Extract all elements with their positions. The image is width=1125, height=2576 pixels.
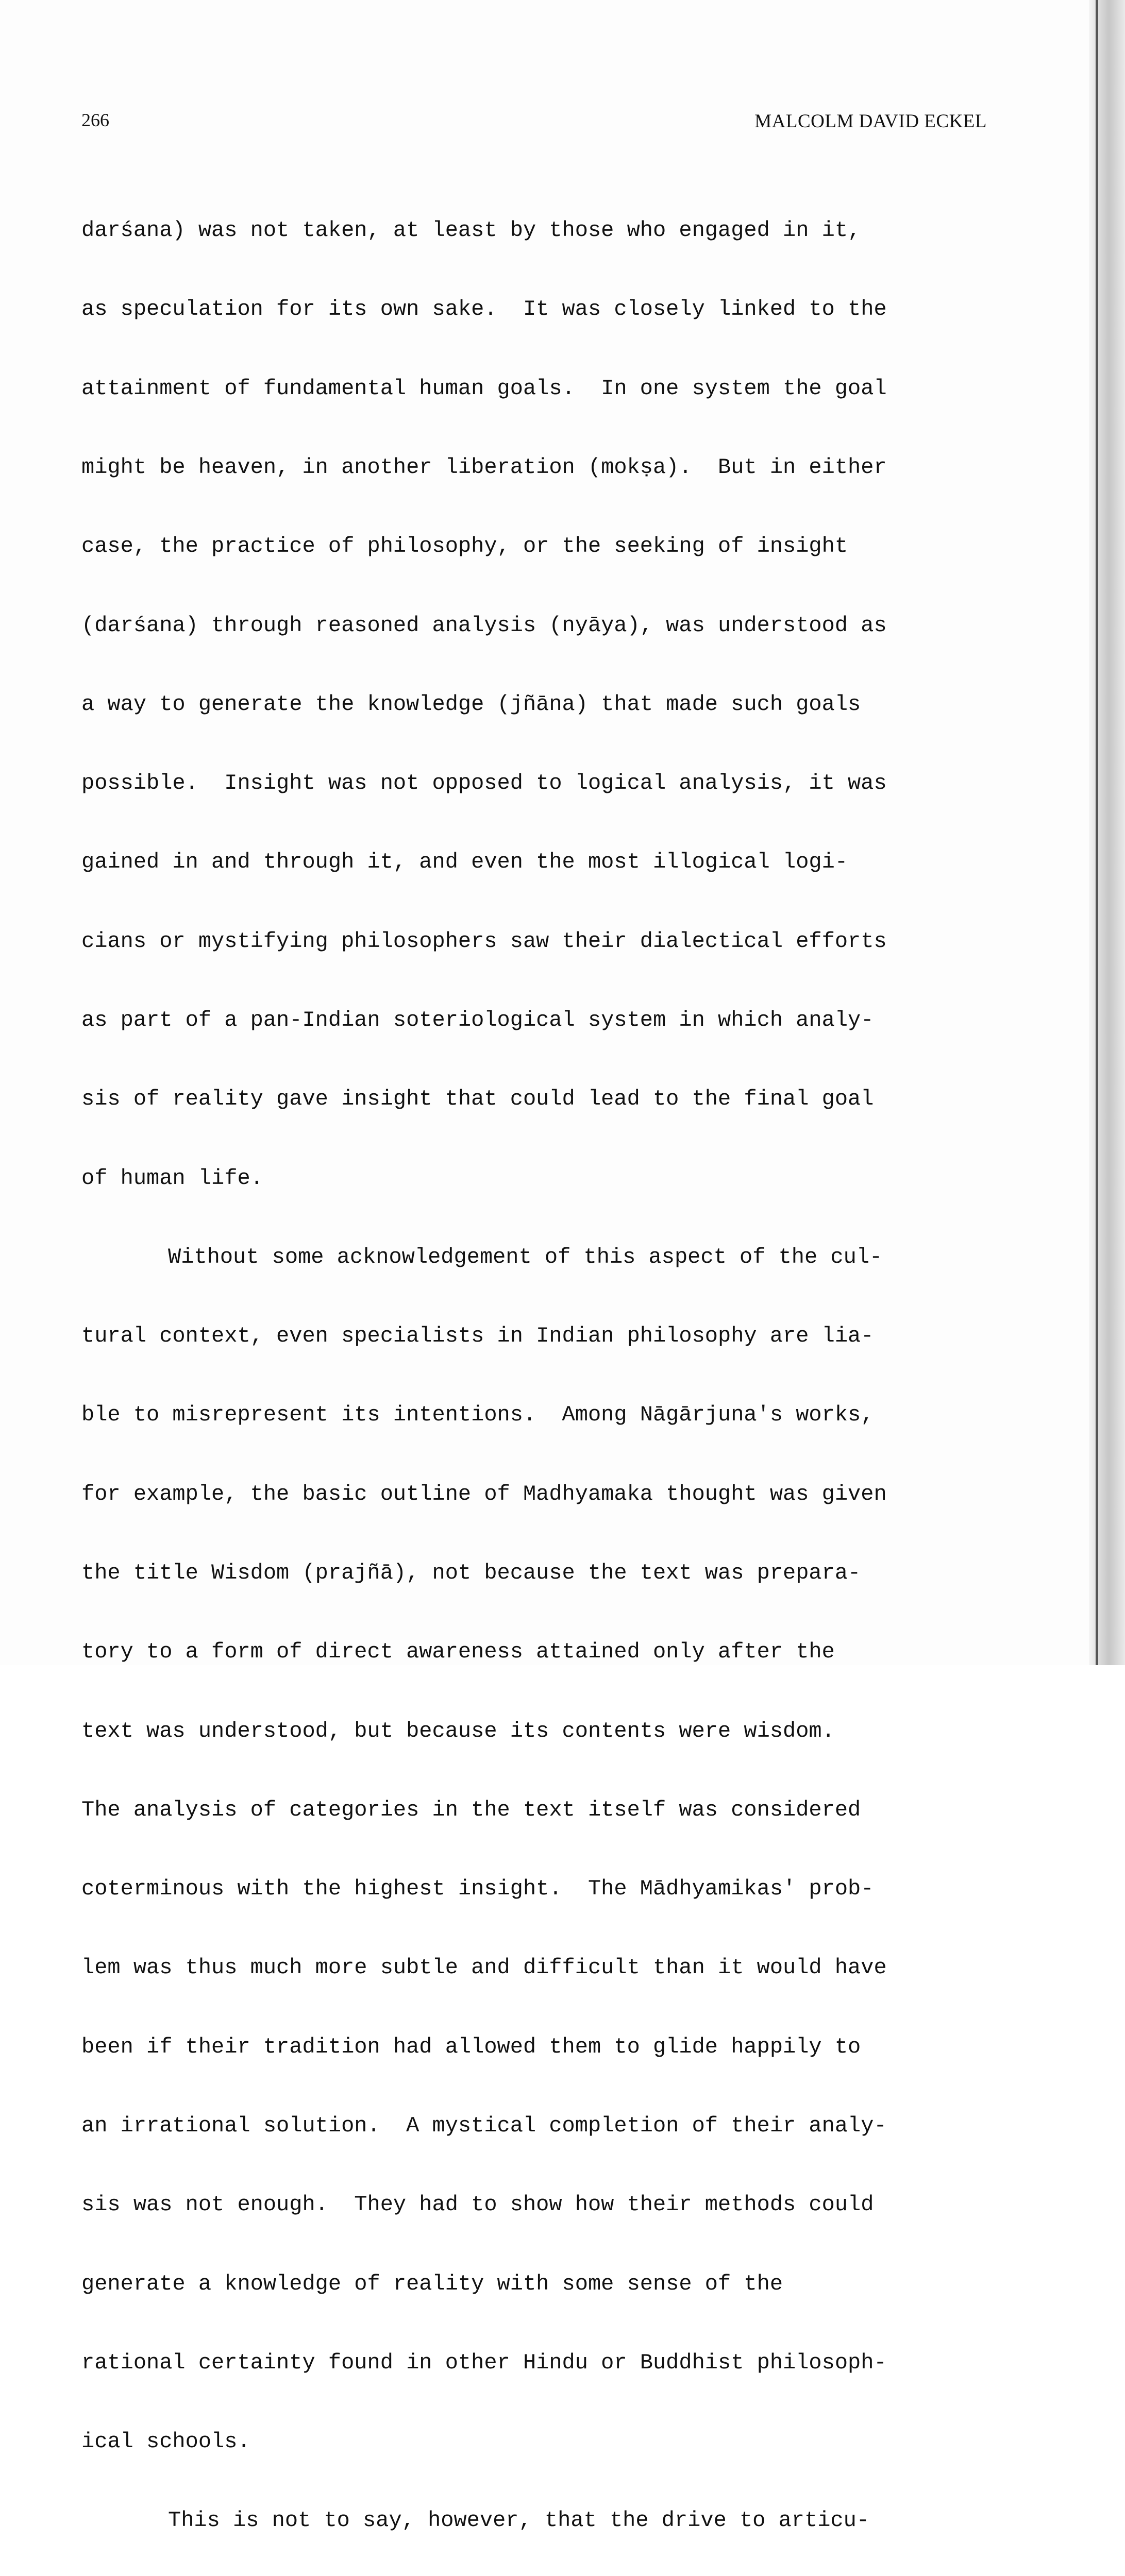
text-line: as part of a pan-Indian soteriological system in which analy-: [81, 1008, 874, 1032]
text-line: sis was not enough. They had to show how their methods could: [81, 2192, 874, 2217]
book-binding-shadow: [1089, 0, 1125, 1665]
page-number: 266: [81, 110, 109, 130]
text-line: rational certainty found in other Hindu or Buddhist philosoph-: [81, 2350, 887, 2375]
text-line: for example, the basic outline of Madhyamaka thought was given: [81, 1481, 887, 1506]
text-line: the title Wisdom (prajñā), not because the text was prepara-: [81, 1560, 861, 1585]
text-line: case, the practice of philosophy, or the seeking of insight: [81, 534, 848, 559]
text-line: cians or mystifying philosophers saw their dialectical efforts: [81, 928, 887, 954]
text-line: generate a knowledge of reality with some sense of the: [81, 2271, 783, 2296]
paragraph-start-line: Without some acknowledgement of this aspect of the cul-: [168, 1244, 883, 1269]
text-line: coterminous with the highest insight. The Mādhyamikas' prob-: [81, 1876, 874, 1902]
text-line: might be heaven, in another liberation (mokṣa). But in either: [81, 455, 887, 480]
running-head: MALCOLM DAVID ECKEL: [754, 111, 987, 132]
text-line: an irrational solution. A mystical completion of their analy-: [81, 2113, 887, 2138]
text-line: ical schools.: [81, 2429, 250, 2454]
text-line: ble to misrepresent its intentions. Among Nāgārjuna's works,: [81, 1402, 874, 1428]
text-line: been if their tradition had allowed them to glide happily to: [81, 2034, 861, 2059]
body-text: [81, 165, 978, 2576]
text-line: gained in and through it, and even the most illogical logi-: [81, 850, 848, 875]
text-line: tural context, even specialists in Indian philosophy are lia-: [81, 1324, 874, 1349]
text-line: of human life.: [81, 1165, 263, 1191]
text-line: darśana) was not taken, at least by those who engaged in it,: [81, 218, 861, 243]
text-line: text was understood, but because its contents were wisdom.: [81, 1718, 835, 1743]
text-line: attainment of fundamental human goals. In one system the goal: [81, 376, 887, 401]
paragraph-start-line: This is not to say, however, that the drive to articu-: [168, 2508, 870, 2533]
text-line: a way to generate the knowledge (jñāna) that made such goals: [81, 691, 861, 717]
binding-edge-line: [1096, 0, 1098, 1665]
text-line: The analysis of categories in the text itself was considered: [81, 1797, 861, 1822]
text-line: sis of reality gave insight that could lead to the final goal: [81, 1087, 874, 1112]
text-line: possible. Insight was not opposed to logical analysis, it was: [81, 771, 887, 796]
text-line: as speculation for its own sake. It was closely linked to the: [81, 297, 887, 322]
text-line: lem was thus much more subtle and difficult than it would have: [81, 1955, 887, 1980]
text-line: (darśana) through reasoned analysis (nyāya), was understood as: [81, 613, 887, 638]
text-line: tory to a form of direct awareness attained only after the: [81, 1639, 835, 1665]
